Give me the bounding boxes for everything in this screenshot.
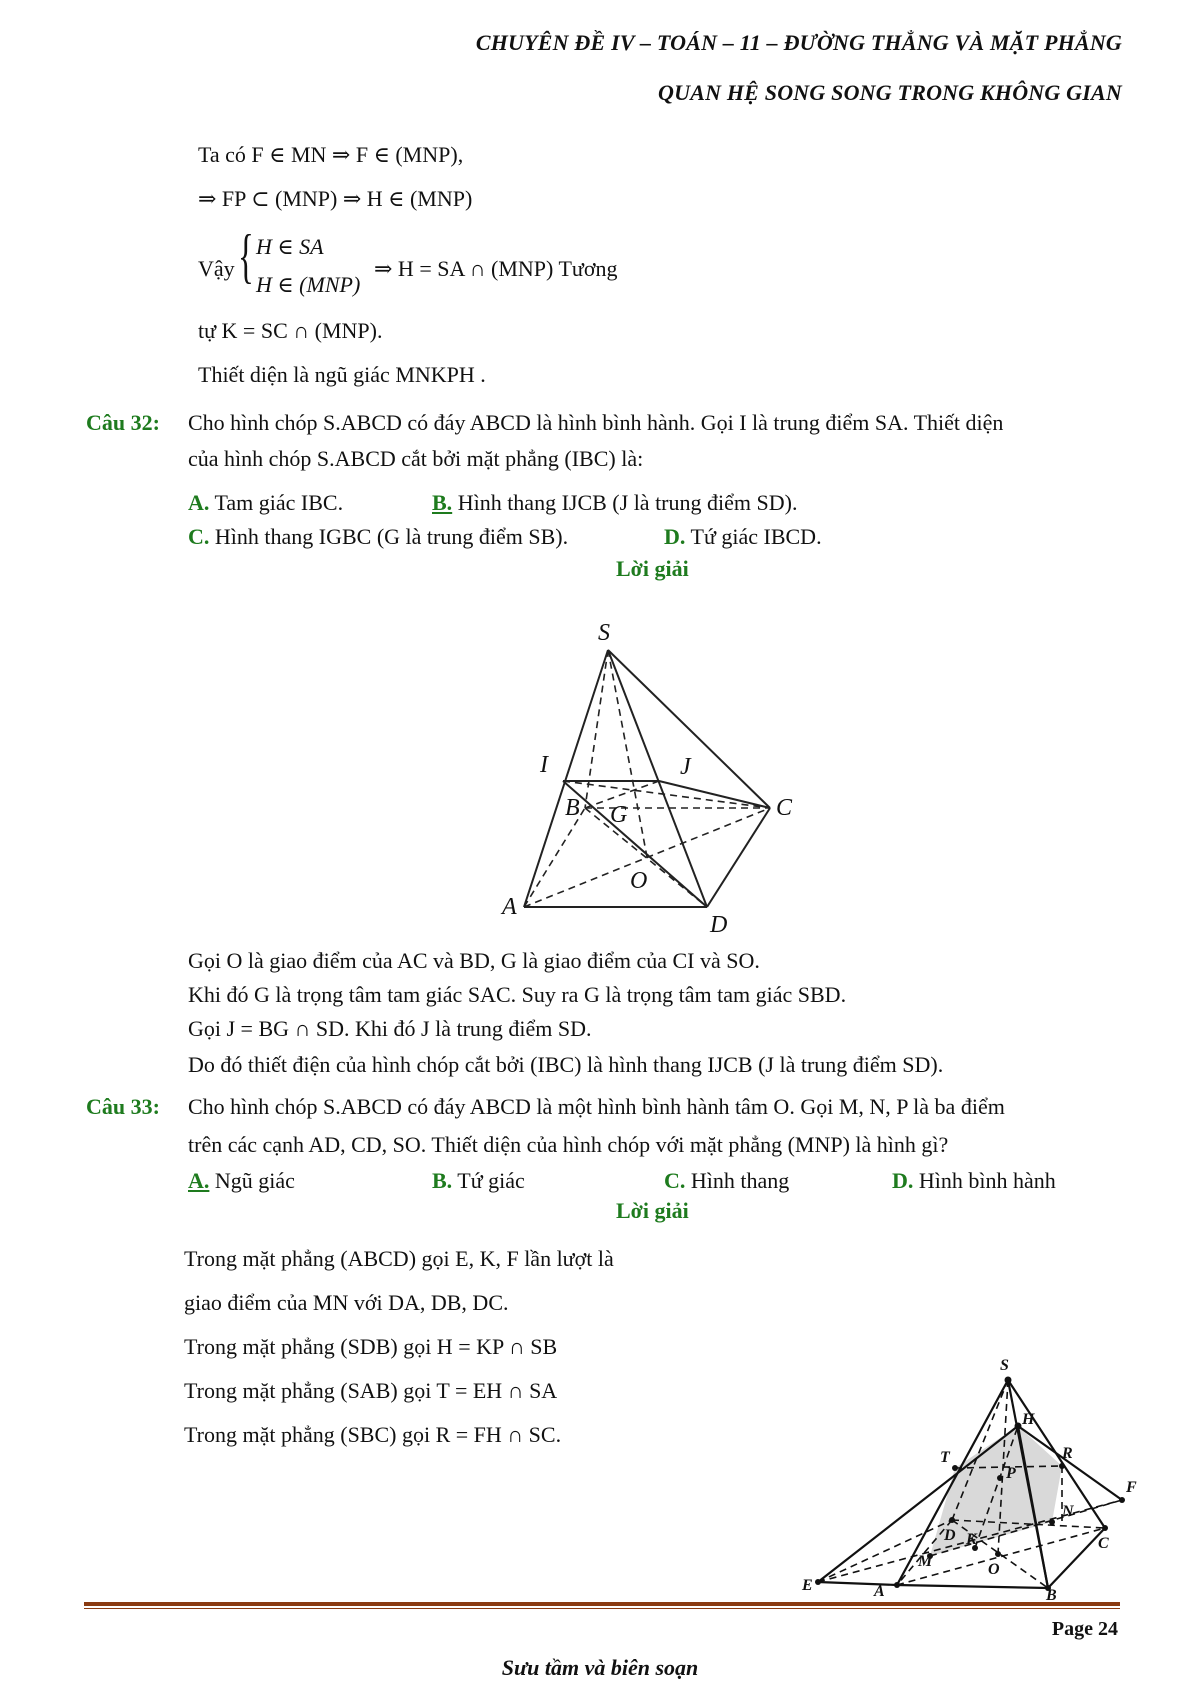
q32-option-d-key: D. bbox=[664, 524, 686, 549]
q32-option-c[interactable] bbox=[188, 524, 568, 550]
q32-option-c-key: C. bbox=[188, 524, 210, 549]
footer-rule-thick bbox=[84, 1602, 1120, 1606]
system-brace: { bbox=[238, 223, 254, 289]
question-32-text1: Cho hình chóp S.ABCD có đáy ABCD là hình bình hành. Gọi I là trung điểm SA. Thiết diện bbox=[188, 410, 1004, 435]
q32-option-a-key: A. bbox=[188, 490, 210, 515]
q33-label-t: T bbox=[940, 1449, 950, 1466]
q33-solution-line4: Trong mặt phẳng (SAB) gọi T = EH ∩ SA bbox=[184, 1378, 558, 1403]
q32-label-c: C bbox=[776, 795, 793, 821]
q32-option-b-text: Hình thang IJCB (J là trung điểm SD). bbox=[457, 490, 798, 515]
q33-label-m: M bbox=[918, 1553, 933, 1570]
q32-option-a[interactable] bbox=[188, 490, 343, 516]
system-bottom: H ∈ (MNP) bbox=[256, 272, 361, 297]
q33-label-n: N bbox=[1062, 1503, 1074, 1520]
header-title-line2: QUAN HỆ SONG SONG TRONG KHÔNG GIAN bbox=[658, 80, 1122, 105]
q33-label-s: S bbox=[1000, 1357, 1009, 1374]
q32-label-i: I bbox=[540, 752, 548, 778]
q32-solution-line2: Khi đó G là trọng tâm tam giác SAC. Suy ra G là trọng tâm tam giác SBD. bbox=[188, 982, 847, 1007]
q33-label-c: C bbox=[1098, 1535, 1109, 1552]
q32-solution-line1: Gọi O là giao điểm của AC và BD, G là giao điểm của CI và SO. bbox=[188, 948, 760, 973]
q32-label-d: D bbox=[710, 912, 728, 938]
q33-label-e: E bbox=[802, 1577, 813, 1594]
q33-label-f: F bbox=[1126, 1479, 1137, 1496]
q32-option-b-key: B. bbox=[432, 490, 453, 515]
q33-option-a[interactable] bbox=[188, 1168, 295, 1194]
q32-label-b: B bbox=[565, 795, 580, 821]
q33-label-p: P bbox=[1006, 1465, 1016, 1482]
q33-label-b: B bbox=[1046, 1587, 1057, 1600]
q33-option-c-key: C. bbox=[664, 1168, 686, 1193]
question-33-label: Câu 33: bbox=[86, 1094, 160, 1119]
q33-option-d-text: Hình bình hành bbox=[918, 1168, 1056, 1193]
q32-label-a: A bbox=[502, 894, 517, 920]
q33-solution-line5: Trong mặt phẳng (SBC) gọi R = FH ∩ SC. bbox=[184, 1422, 562, 1447]
q33-option-b-text: Tứ giác bbox=[457, 1168, 525, 1193]
q33-solution-title: Lời giải bbox=[616, 1198, 689, 1223]
q33-option-c[interactable] bbox=[664, 1168, 789, 1194]
footer-rule-thin bbox=[84, 1608, 1120, 1609]
system-top: H ∈ SA bbox=[256, 234, 324, 259]
footer-credit: Sưu tầm và biên soạn bbox=[501, 1655, 699, 1680]
q32-label-g: G bbox=[610, 802, 628, 828]
q33-label-h: H bbox=[1022, 1411, 1035, 1428]
question-32-label: Câu 32: bbox=[86, 410, 160, 435]
q32-label-o: O bbox=[630, 868, 648, 894]
prev-solution-line2: ⇒ FP ⊂ (MNP) ⇒ H ∈ (MNP) bbox=[198, 186, 473, 211]
q33-option-b-key: B. bbox=[432, 1168, 453, 1193]
q33-label-k: K bbox=[966, 1531, 977, 1548]
q32-option-d[interactable] bbox=[664, 524, 822, 550]
q33-option-a-text: Ngũ giác bbox=[214, 1168, 295, 1193]
q33-solution-line1: Trong mặt phẳng (ABCD) gọi E, K, F lần lượt là bbox=[184, 1246, 614, 1271]
q33-solution-line3: Trong mặt phẳng (SDB) gọi H = KP ∩ SB bbox=[184, 1334, 558, 1359]
q33-pyramid-figure bbox=[800, 1350, 1140, 1600]
prev-solution-line5: Thiết diện là ngũ giác MNKPH . bbox=[198, 362, 486, 387]
q32-option-a-text: Tam giác IBC. bbox=[214, 490, 344, 515]
q32-label-s: S bbox=[598, 620, 610, 646]
q33-option-a-key: A. bbox=[188, 1168, 210, 1193]
q32-option-c-text: Hình thang IGBC (G là trung điểm SB). bbox=[214, 524, 569, 549]
q33-solution-line2: giao điểm của MN với DA, DB, DC. bbox=[184, 1290, 509, 1315]
q32-option-d-text: Tứ giác IBCD. bbox=[690, 524, 822, 549]
header-title-line1: CHUYÊN ĐỀ IV – TOÁN – 11 – ĐƯỜNG THẲNG VÀ MẶT PHẲNG bbox=[475, 30, 1122, 55]
prev-solution-vay: Vậy bbox=[198, 256, 235, 281]
q33-label-d: D bbox=[944, 1527, 956, 1544]
q32-solution-line4: Do đó thiết điện của hình chóp cắt bởi (IBC) là hình thang IJCB (J là trung điểm SD). bbox=[188, 1052, 944, 1077]
q32-solution-title: Lời giải bbox=[616, 556, 689, 581]
question-33-text2: trên các cạnh AD, CD, SO. Thiết diện của hình chóp với mặt phẳng (MNP) là hình gì? bbox=[188, 1132, 949, 1157]
question-33-text1: Cho hình chóp S.ABCD có đáy ABCD là một hình bình hành tâm O. Gọi M, N, P là ba điểm bbox=[188, 1094, 1005, 1119]
q33-option-d-key: D. bbox=[892, 1168, 914, 1193]
prev-solution-line4: tự K = SC ∩ (MNP). bbox=[198, 318, 383, 343]
q33-label-a: A bbox=[874, 1583, 885, 1600]
q32-solution-line3: Gọi J = BG ∩ SD. Khi đó J là trung điểm SD. bbox=[188, 1016, 592, 1041]
page-number: Page 24 bbox=[1051, 1618, 1118, 1640]
q33-label-r: R bbox=[1062, 1445, 1073, 1462]
q33-label-o: O bbox=[988, 1561, 1000, 1578]
q32-pyramid-figure bbox=[490, 610, 820, 940]
prev-solution-line1: Ta có F ∈ MN ⇒ F ∈ (MNP), bbox=[198, 142, 464, 167]
q32-option-b[interactable] bbox=[432, 490, 797, 516]
q33-option-c-text: Hình thang bbox=[690, 1168, 790, 1193]
question-32-text2: của hình chóp S.ABCD cắt bởi mặt phẳng (IBC) là: bbox=[188, 446, 644, 471]
q33-option-b[interactable] bbox=[432, 1168, 525, 1194]
q32-label-j: J bbox=[680, 754, 691, 780]
system-result: ⇒ H = SA ∩ (MNP) Tương bbox=[374, 256, 618, 281]
q33-option-d[interactable] bbox=[892, 1168, 1056, 1194]
